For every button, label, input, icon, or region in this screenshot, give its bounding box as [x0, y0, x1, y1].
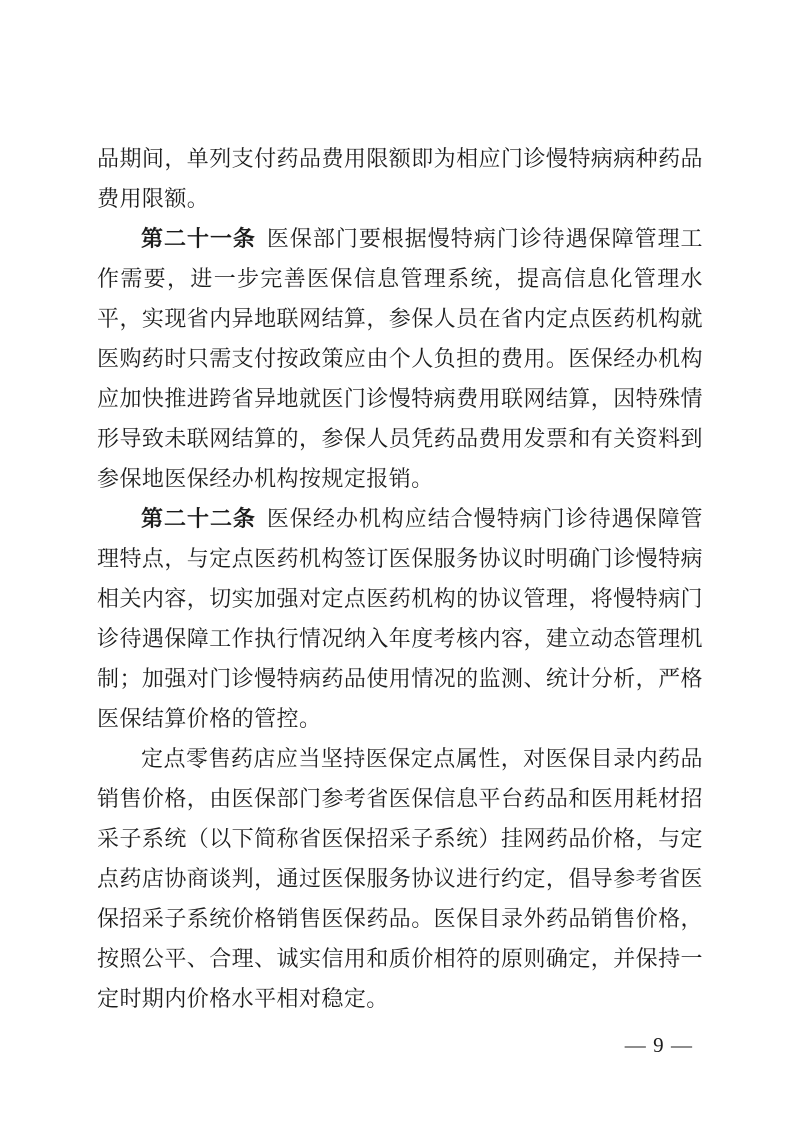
page-number: — 9 — [624, 1033, 693, 1057]
paragraph-article-21 [97, 219, 703, 499]
paragraph-text: 医保部门要根据慢特病门诊待遇保障管理工作需要，进一步完善医保信息管理系统，提高信息化管理水平，实现省内异地联网结算，参保人员在省内定点医药机构就医购药时只需支付按政策应由个人负担的费用。医保经办机构应加快推进跨省异地就医门诊慢特病费用联网结算，因特殊情形导致未联网结算的，参保人员凭药品费用发票和有关资料到参保地医保经办机构按规定报销。 [97, 226, 703, 491]
document-text-block [97, 139, 703, 1019]
paragraph-text: 定点零售药店应当坚持医保定点属性，对医保目录内药品销售价格，由医保部门参考省医保信息平台药品和医用耗材招采子系统（以下简称省医保招采子系统）挂网药品价格，与定点药店协商谈判，通过医保服务协议进行约定，倡导参考省医保招采子系统价格销售医保药品。医保目录外药品销售价格，按照公平、合理、诚实信用和质价相符的原则确定，并保持一定时期内价格水平相对稳定。 [97, 746, 703, 1011]
article-term: 第二十一条 [141, 226, 256, 251]
paragraph-pharmacy-pricing [97, 739, 703, 1019]
article-term: 第二十二条 [141, 506, 256, 531]
paragraph-text: 品期间，单列支付药品费用限额即为相应门诊慢特病病种药品费用限额。 [97, 146, 703, 211]
paragraph-continuation [97, 139, 703, 219]
paragraph-text: 医保经办机构应结合慢特病门诊待遇保障管理特点，与定点医药机构签订医保服务协议时明确门诊慢特病相关内容，切实加强对定点医药机构的协议管理，将慢特病门诊待遇保障工作执行情况纳入年度考核内容，建立动态管理机制；加强对门诊慢特病药品使用情况的监测、统计分析，严格医保结算价格的管控。 [97, 506, 703, 731]
paragraph-article-22 [97, 499, 703, 739]
